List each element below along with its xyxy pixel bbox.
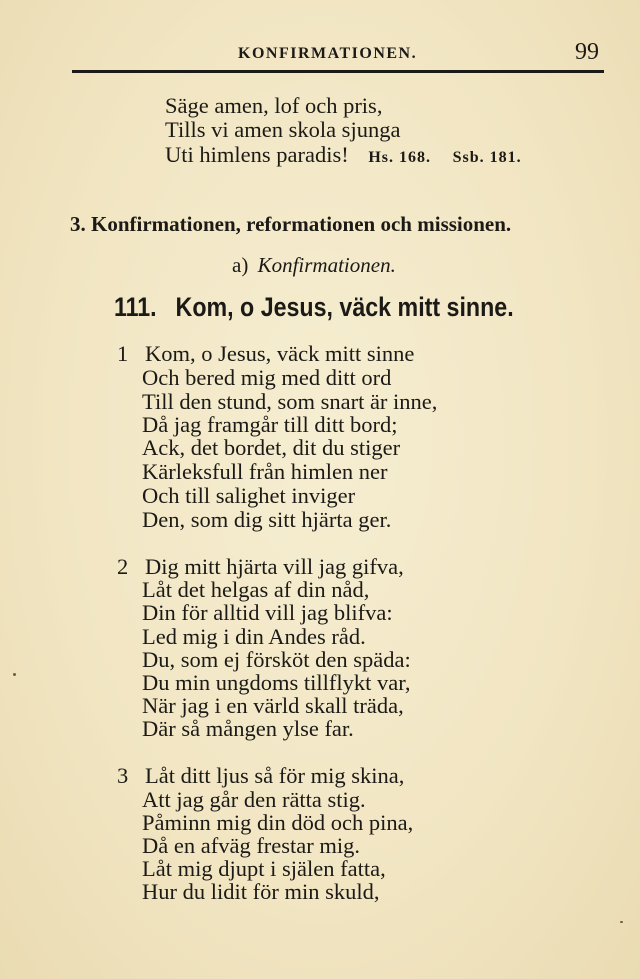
paper-speck — [620, 921, 623, 923]
carryover-line — [165, 143, 522, 170]
verse-line: Du min ungdoms tillflykt var, — [142, 670, 411, 695]
reference-ssb: Ssb. 181. — [452, 149, 522, 166]
carryover-text: Uti himlens paradis! — [165, 142, 349, 167]
paper-speck — [13, 673, 16, 676]
verse-line: Påminn mig din död och pina, — [142, 810, 414, 835]
header-rule — [72, 70, 604, 73]
verse-line: Du, som ej försköt den späda: — [142, 647, 411, 672]
verse-line: Och till salighet inviger — [142, 483, 356, 508]
verse-line: Då jag framgår till ditt bord; — [142, 412, 398, 437]
verse-line: Låt det helgas af din nåd, — [142, 577, 370, 602]
subsection-letter: a) — [232, 253, 249, 277]
verse-line: Led mig i din Andes råd. — [142, 624, 366, 649]
page-number: 99 — [575, 39, 599, 65]
hymn-title — [114, 292, 514, 323]
subsection-title: Konfirmationen. — [257, 253, 396, 277]
verse-line: Hur du lidit för min skuld, — [142, 879, 380, 904]
verse-line: Kärleksfull från himlen ner — [142, 459, 388, 484]
verse-number: 3 — [117, 763, 129, 788]
verse-line: Låt mig djupt i själen fatta, — [142, 856, 386, 881]
hymn-title-text: Kom, o Jesus, väck mitt sinne. — [175, 292, 514, 322]
verse-line: Ack, det bordet, dit du stiger — [142, 435, 401, 460]
verse-line: Låt ditt ljus så för mig skina, — [145, 763, 405, 788]
verse-line: Och bered mig med ditt ord — [142, 365, 392, 390]
verse-line: Då en afväg frestar mig. — [142, 833, 361, 858]
verse-number: 2 — [117, 554, 129, 579]
carryover-line: Tills vi amen skola sjunga — [165, 117, 401, 142]
verse-line: Den, som dig sitt hjärta ger. — [142, 507, 392, 532]
verse-line: När jag i en värld skall träda, — [142, 693, 404, 718]
verse-line: Kom, o Jesus, väck mitt sinne — [145, 341, 415, 366]
reference-hs: Hs. 168. — [368, 149, 432, 166]
verse-line: Där så mången ylse far. — [142, 716, 354, 741]
section-heading: 3. Konfirmationen, reformationen och missionen. — [70, 212, 512, 236]
running-title: KONFIRMATIONEN. — [238, 45, 418, 62]
carryover-line: Säge amen, lof och pris, — [165, 93, 383, 118]
verse-line: Din för alltid vill jag blifva: — [142, 600, 393, 625]
hymn-number: 111. — [114, 292, 157, 322]
verse-line: Till den stund, som snart är inne, — [142, 389, 438, 414]
verse-number: 1 — [117, 341, 129, 366]
subsection-heading — [232, 253, 396, 278]
verse-line: Att jag går den rätta stig. — [142, 787, 366, 812]
verse-line: Dig mitt hjärta vill jag gifva, — [145, 554, 404, 579]
